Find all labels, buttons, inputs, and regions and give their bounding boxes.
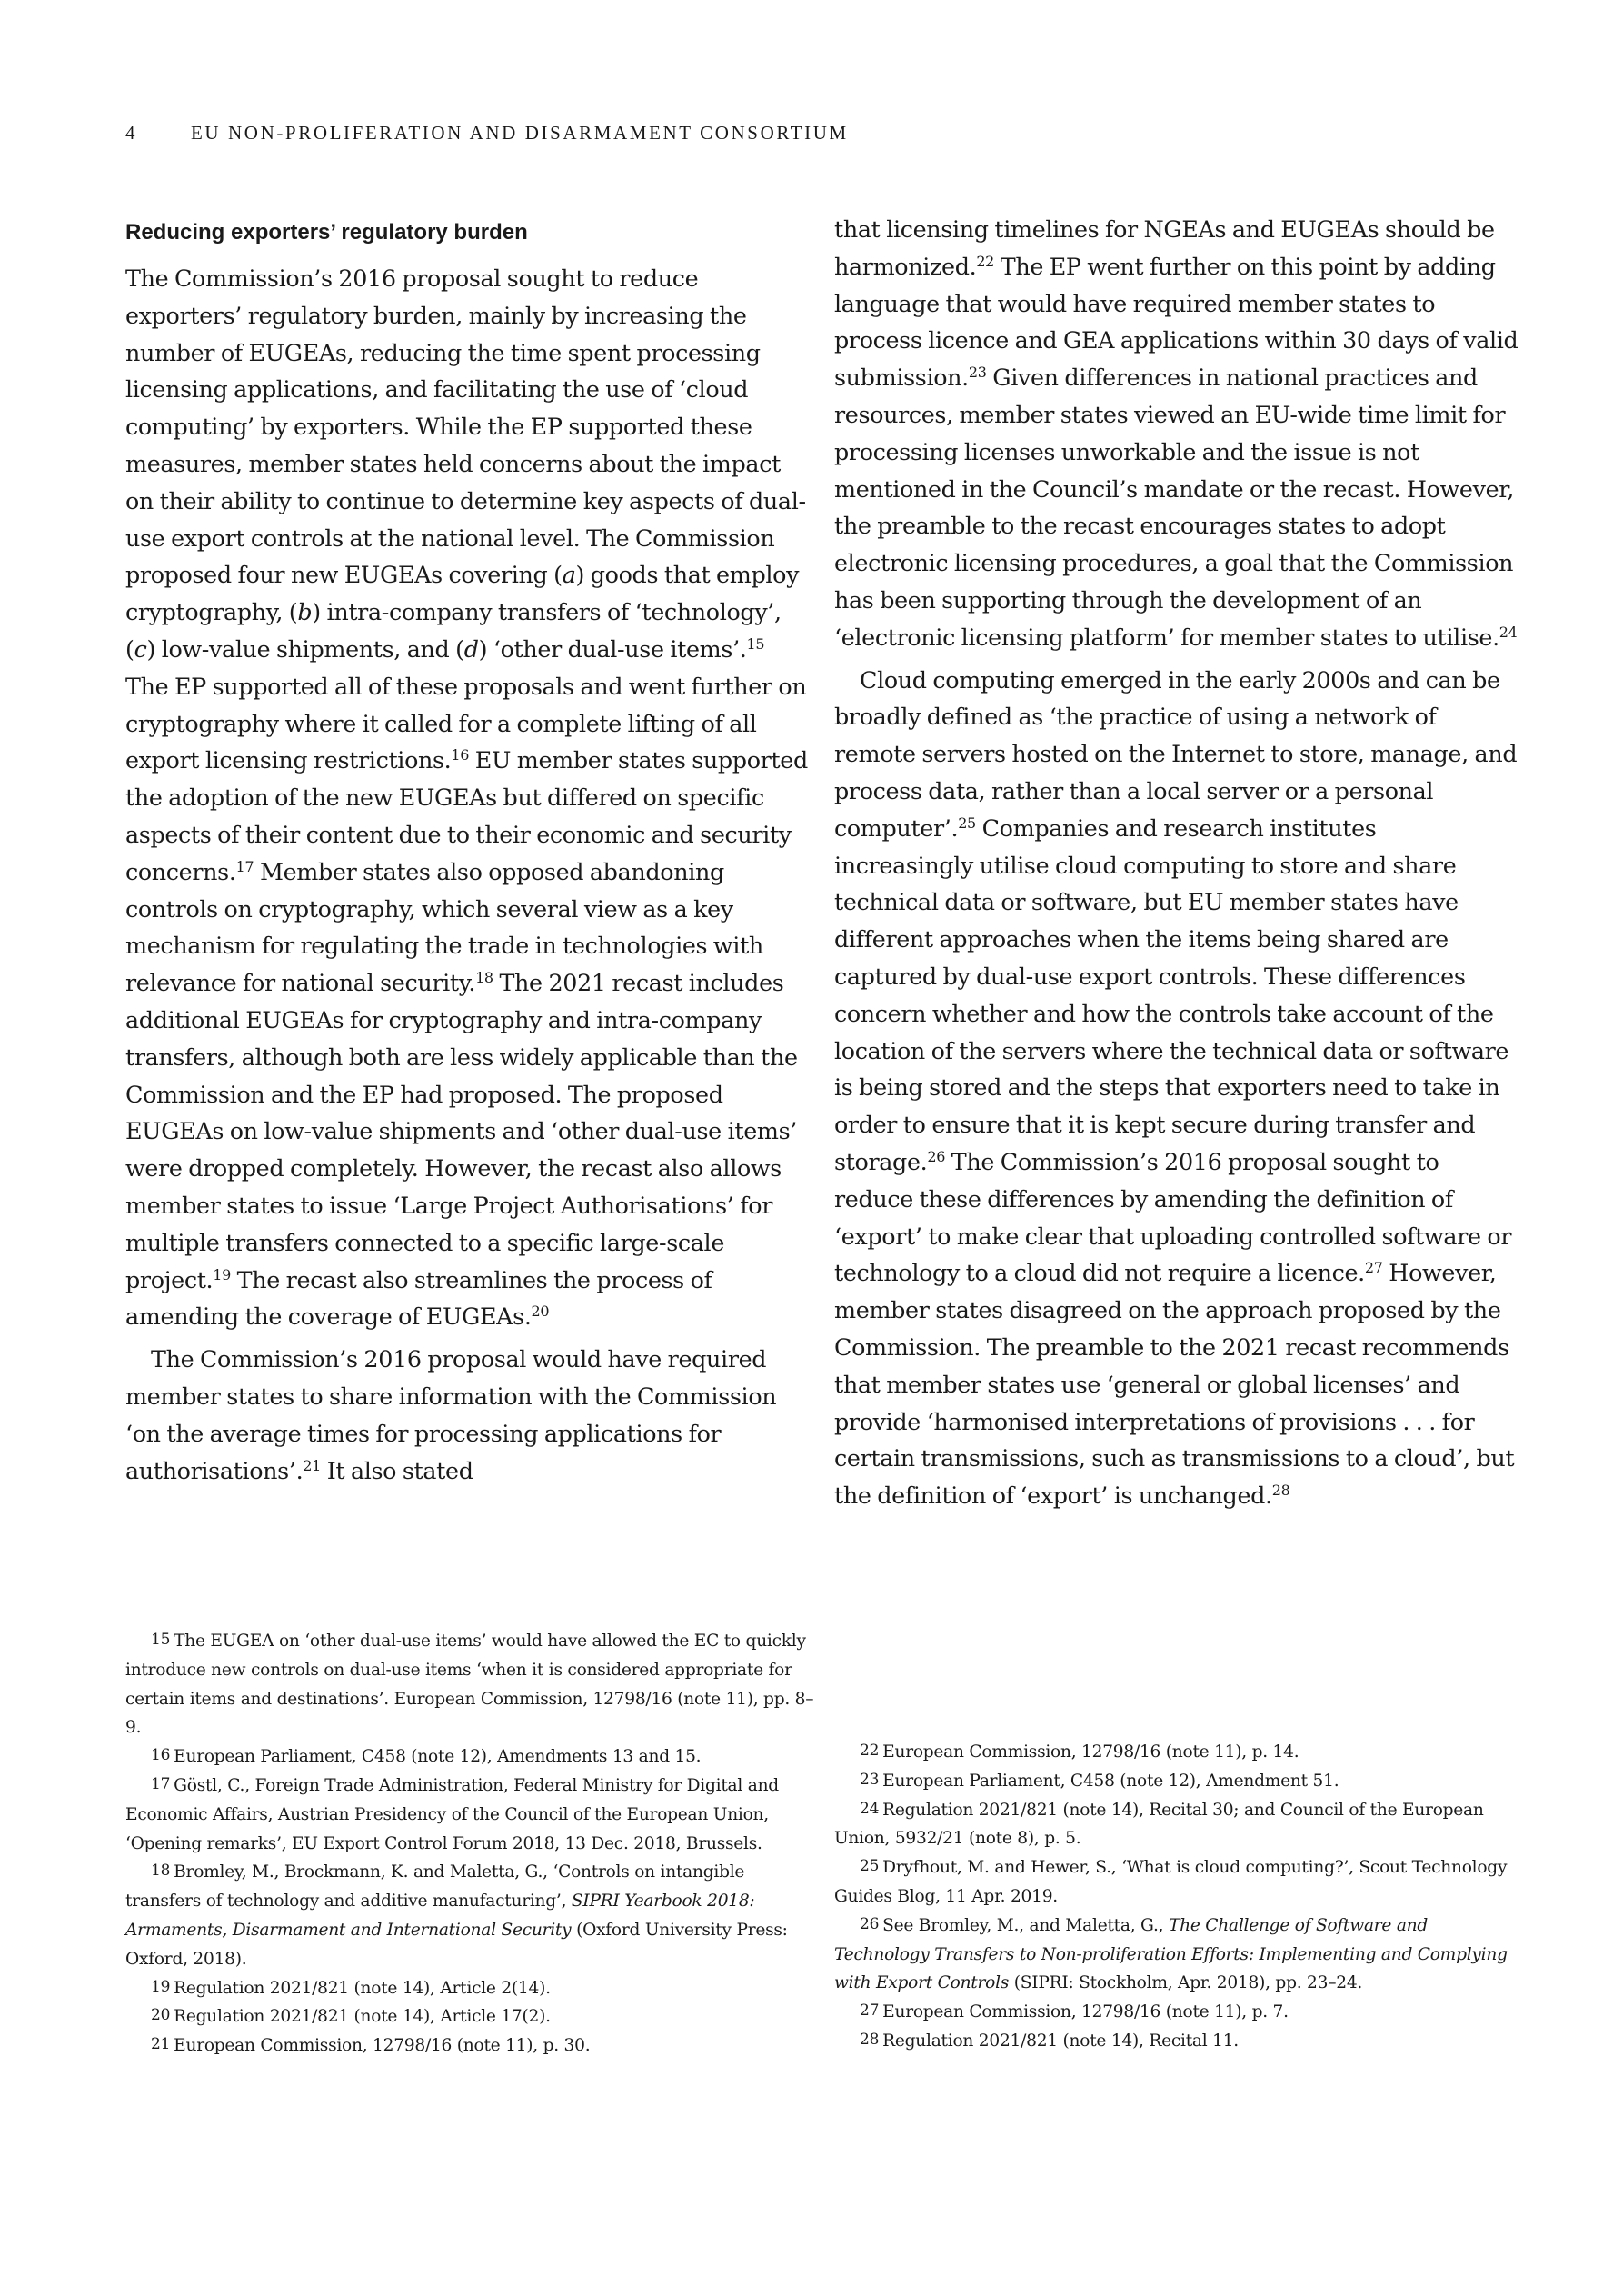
footnote-ref[interactable]: 21 — [303, 1456, 321, 1474]
footnote: $^{27}$ European Commission, 12798/16 (note 11), p. 7. — [860, 2002, 1289, 2022]
paragraph: The Commission’s 2016 proposal sought to reduce exporters’ regulatory burden, mainly by increasing the number of EUGEAs, reducing the time spent processing licensing applications, and facilitating the use of ‘cloud computing’ by exporters. While the EP supported these measures, member states held concerns about the impact on their ability to continue to determine key aspects of dual-use export controls at the national level. The Commission proposed four new EUGEAs covering (a) goods that employ cryptography, (b) intra-company transfers of ‘technology’, (c) low-value shipments, and (d) ‘other dual-use items’.$^{15}$ The EP supported all of these proposals and went further on cryptography where it called for a complete lifting of all export licensing restrictions.$^{16}$ EU member states supported the adoption of the new EUGEAs but differed on specific aspects of their content due to their economic and security concerns.$^{17}$ Member states also opposed abandoning controls on cryptography, which several view as a key mechanism for regulating the trade in technologies with relevance for national security.$^{18}$ The 2021 recast includes additional EUGEAs for cryptography and intra-company transfers, although both are less widely applicable than the Commission and the EP had proposed. The proposed EUGEAs on low-value shipments and ‘other dual-use items’ were dropped completely. However, the recast also allows member states to issue ‘Large Project Authorisations’ for multiple transfers connected to a specific large-scale project.$^{19}$ The recast also streamlines the process of amending the coverage of EUGEAs.$^{20}$ — [125, 265, 808, 1331]
footnote: $^{26}$ See Bromley, M., and Maletta, G., The Challenge of Software and Technology Transfers to Non-proliferation Efforts: Implementing and Complying with Export Controls (SIPRI: Stockholm, Apr. 2018), pp. 23–24. — [834, 1914, 1508, 1993]
footnote-ref[interactable]: 15 — [746, 634, 765, 653]
paragraph: that licensing timelines for NGEAs and EUGEAs should be harmonized.$^{22}$ The EP went further on this point by adding language that would have required member states to process licence and GEA applications within 30 days of valid submission.$^{23}$ Given differences in national practices and resources, member states viewed an EU-wide time limit for processing licenses unworkable and the issue is not mentioned in the Council’s mandate or the recast. However, the preamble to the recast encourages states to adopt electronic licensing procedures, a goal that the Commission has been supporting through the development of an ‘electronic licensing platform’ for member states to utilise.$^{24}$ — [834, 215, 1518, 651]
footnote-ref[interactable]: 19 — [213, 1265, 231, 1283]
footnotes-left — [125, 1627, 816, 2061]
footnote-ref[interactable]: 25 — [958, 814, 976, 832]
page-number: 4 — [125, 122, 138, 144]
footnote: $^{28}$ Regulation 2021/821 (note 14), Recital 11. — [860, 2030, 1239, 2051]
footnote: $^{18}$ Bromley, M., Brockmann, K. and Maletta, G., ‘Controls on intangible transfers of technology and additive manufacturing’, SIPRI Yearbook 2018: Armaments, Disarmament and International Security (Oxford University Press: Oxford, 2018). — [125, 1862, 788, 1969]
section-heading: Reducing exporters’ regulatory burden — [125, 220, 528, 245]
footnote: $^{22}$ European Commission, 12798/16 (note 11), p. 14. — [860, 1742, 1299, 1762]
footnote-ref[interactable]: 20 — [531, 1303, 550, 1321]
footnote-ref[interactable]: 18 — [475, 969, 493, 987]
footnote-ref[interactable]: 22 — [976, 252, 995, 270]
footnote-ref[interactable]: 16 — [451, 746, 470, 764]
footnotes-right — [834, 1738, 1525, 2056]
footnote: $^{23}$ European Parliament, C458 (note 12), Amendment 51. — [860, 1770, 1339, 1791]
footnote-ref[interactable]: 26 — [927, 1147, 946, 1165]
right-column — [834, 211, 1521, 1514]
footnote-ref[interactable]: 17 — [235, 857, 254, 875]
footnote: $^{19}$ Regulation 2021/821 (note 14), Article 2(14). — [151, 1977, 551, 1998]
left-column — [125, 211, 812, 1489]
footnote: $^{24}$ Regulation 2021/821 (note 14), Recital 30; and Council of the European Union, 5932/21 (note 8), p. 5. — [834, 1799, 1484, 1849]
footnote-ref[interactable]: 24 — [1499, 623, 1518, 641]
paragraph: The Commission’s 2016 proposal would have required member states to share information with the Commission ‘on the average times for processing applications for authorisations’.$^{21}$ It also stated — [125, 1345, 777, 1484]
footnote: $^{16}$ European Parliament, C458 (note 12), Amendments 13 and 15. — [151, 1746, 702, 1767]
running-title: EU NON-PROLIFERATION AND DISARMAMENT CONSORTIUM — [191, 122, 849, 144]
footnote: $^{17}$ Göstl, C., Foreign Trade Administration, Federal Ministry for Digital and Economic Affairs, Austrian Presidency of the Council of the European Union, ‘Opening remarks’, EU Export Control Forum 2018, 13 Dec. 2018, Brussels. — [125, 1774, 779, 1853]
footnote-ref[interactable]: 28 — [1271, 1482, 1290, 1500]
footnote: $^{15}$ The EUGEA on ‘other dual-use items’ would have allowed the EC to quickly introduce new controls on dual-use items ‘when it is considered appropriate for certain items and destinations’. European Commission, 12798/16 (note 11), pp. 8–9. — [125, 1631, 814, 1738]
footnote-ref[interactable]: 27 — [1364, 1259, 1383, 1277]
footnote: $^{20}$ Regulation 2021/821 (note 14), Article 17(2). — [151, 2006, 551, 2027]
footnote: $^{21}$ European Commission, 12798/16 (note 11), p. 30. — [151, 2035, 591, 2056]
footnote: $^{25}$ Dryfhout, M. and Hewer, S., ‘What is cloud computing?’, Scout Technology Guides Blog, 11 Apr. 2019. — [834, 1857, 1508, 1906]
running-head — [125, 122, 849, 145]
footnote-ref[interactable]: 23 — [968, 364, 987, 382]
paragraph: Cloud computing emerged in the early 2000s and can be broadly defined as ‘the practice of using a network of remote servers hosted on the Internet to store, manage, and process data, rather than a local server or a personal computer’.$^{25}$ Companies and research institutes increasingly utilise cloud computing to store and share technical data or software, but EU member states have different approaches when the items being shared are captured by dual-use export controls. These differences concern whether and how the controls take account of the location of the servers where the technical data or software is being stored and the steps that exporters need to take in order to ensure that it is kept secure during transfer and storage.$^{26}$ The Commission’s 2016 proposal sought to reduce these differences by amending the definition of ‘export’ to make clear that uploading controlled software or technology to a cloud did not require a licence.$^{27}$ However, member states disagreed on the approach proposed by the Commission. The preamble to the 2021 recast recommends that member states use ‘general or global licenses’ and provide ‘harmonised interpretations of provisions . . . for certain transmissions, such as transmissions to a cloud’, but the definition of ‘export’ is unchanged.$^{28}$ — [834, 665, 1518, 1510]
